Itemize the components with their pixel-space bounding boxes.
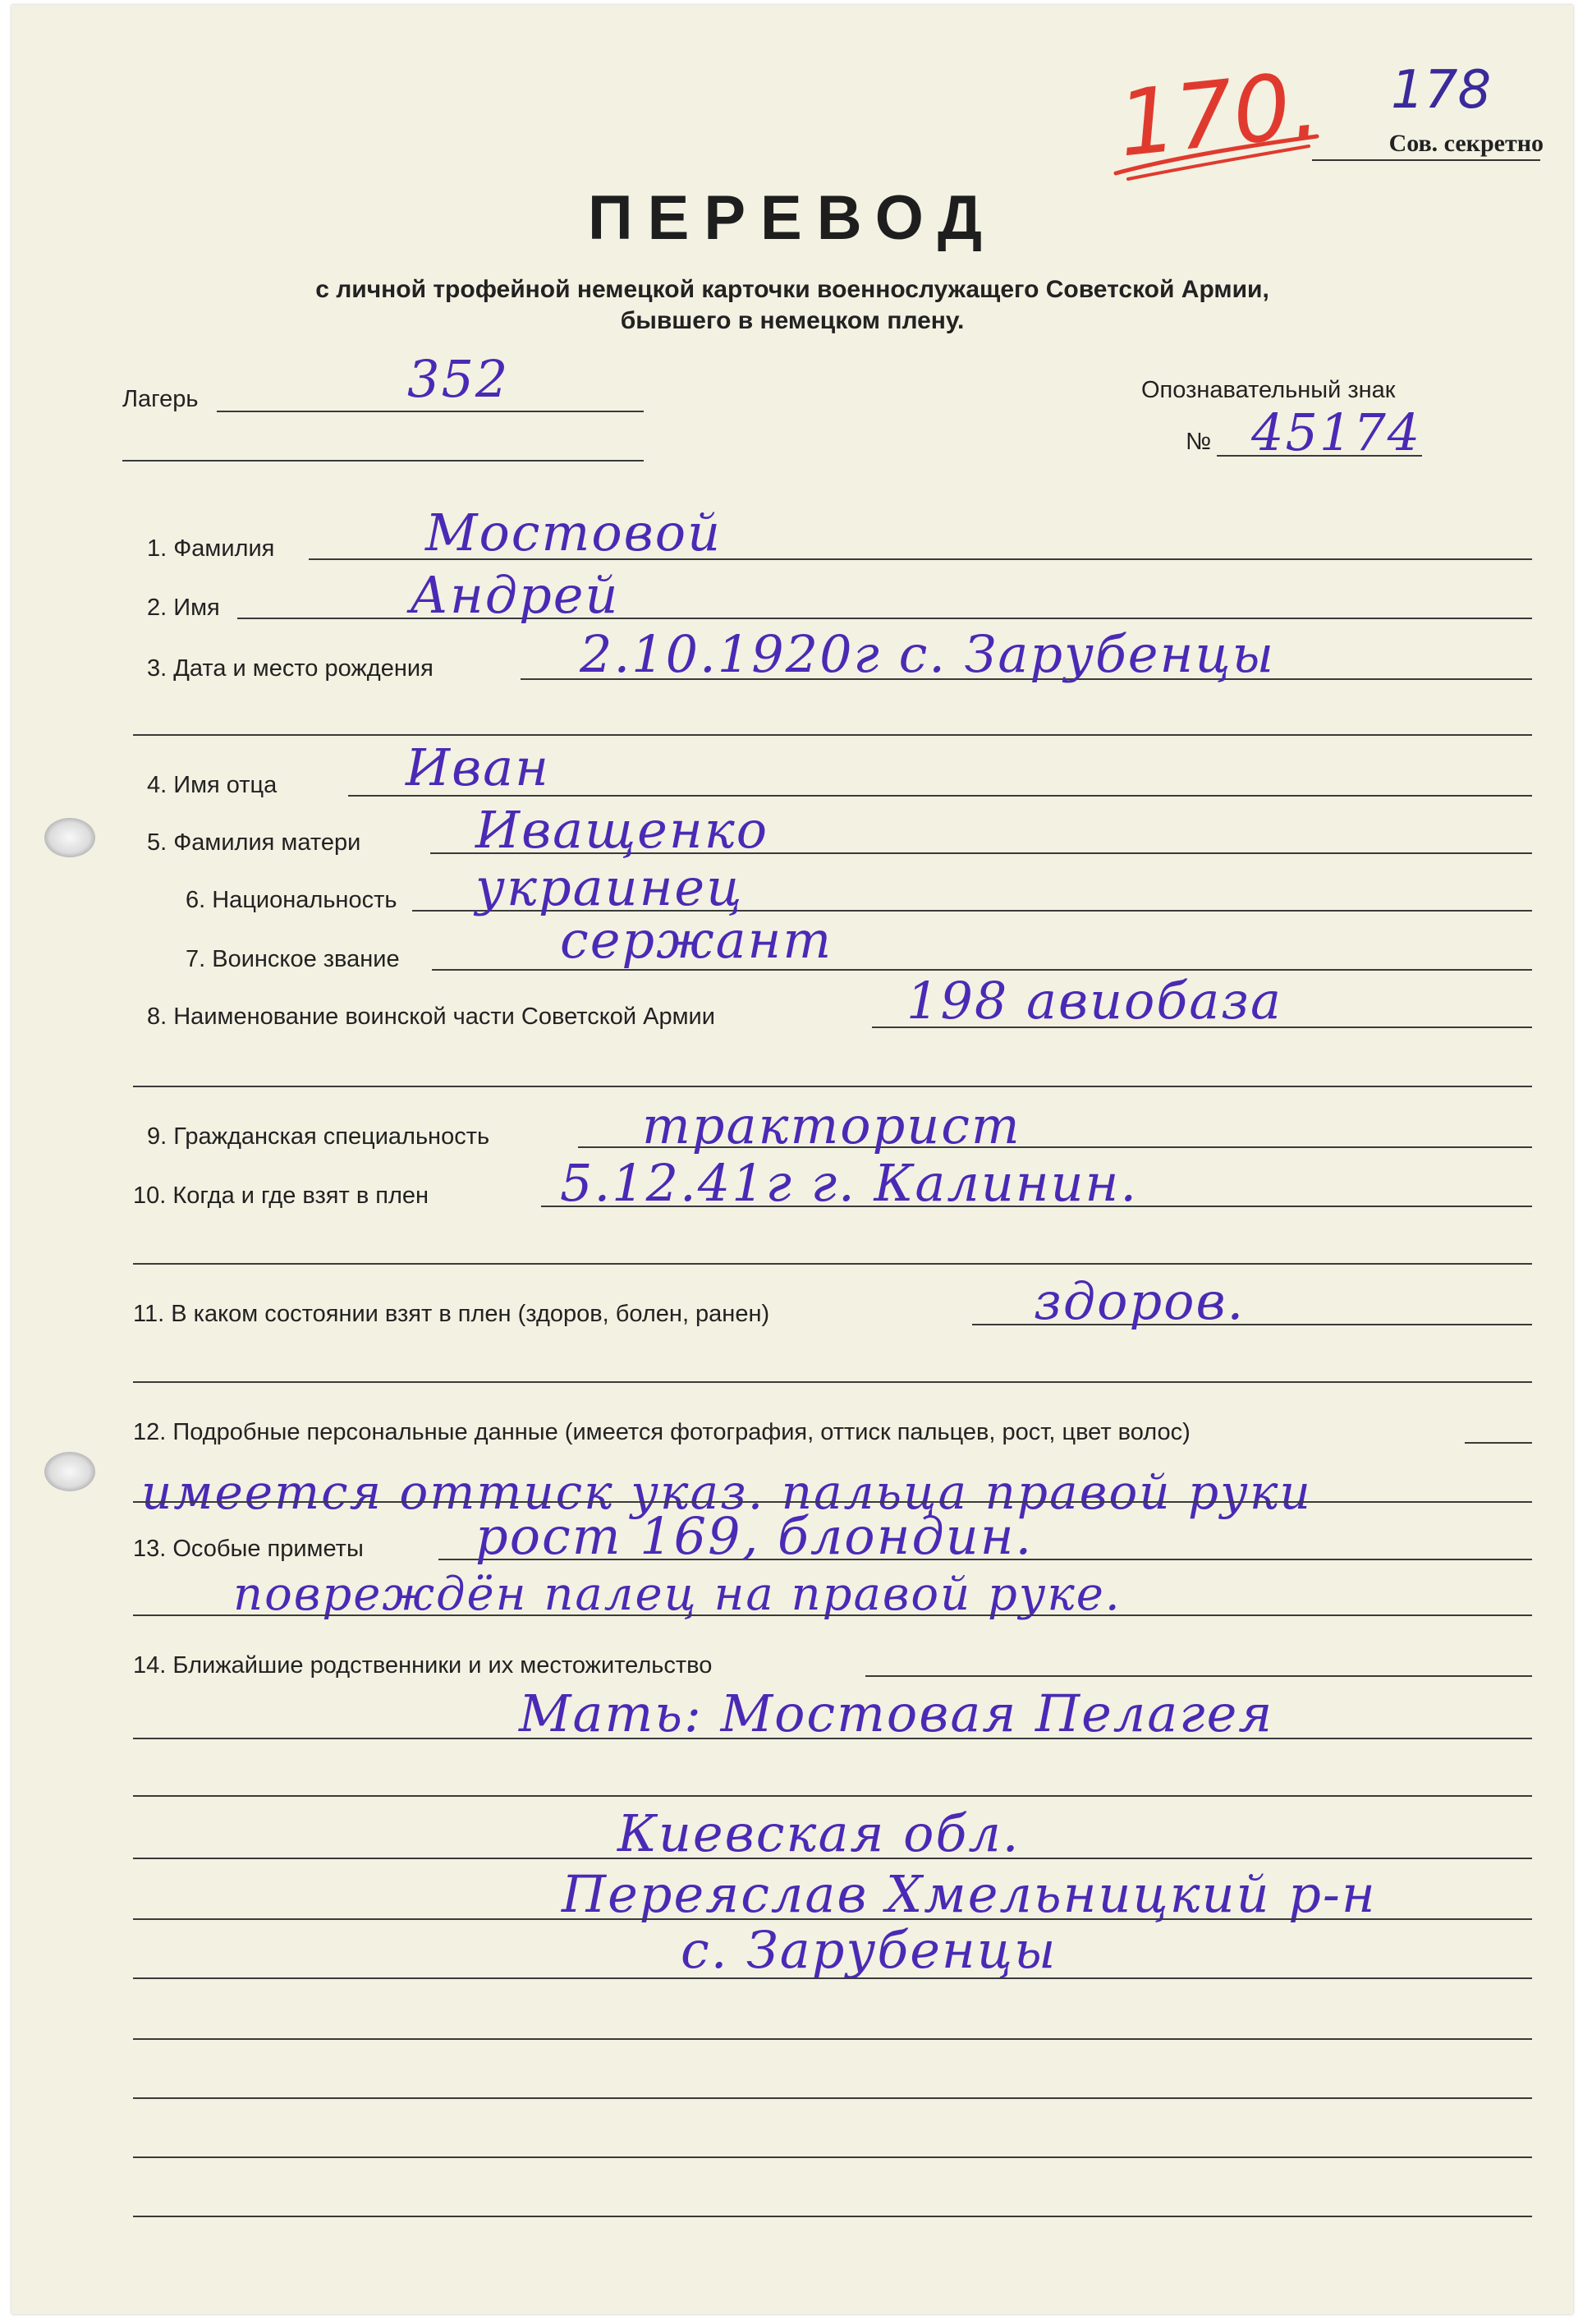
id-sign-no-label: № [1186, 429, 1212, 455]
field-13-value: рост 169, блондин. [475, 1506, 1034, 1566]
field-8-label: 8. Наименование воинской части Советской Армии [147, 1004, 715, 1030]
field-4-label: 4. Имя отца [147, 772, 278, 798]
field-10-value: 5.12.41г г. Калинин. [560, 1153, 1139, 1213]
camp-extra-line [122, 460, 644, 462]
subtitle-line-2: бывшего в немецком плену. [620, 307, 965, 334]
red-pencil-number: 170. [1113, 51, 1324, 177]
secrecy-underline [1312, 159, 1540, 161]
field-14-label: 14. Ближайшие родственники и их местожительство [133, 1652, 713, 1679]
field-11-label: 11. В каком состоянии взят в плен (здоров, болен, ранен) [133, 1301, 770, 1327]
field-2-value: Андрей [410, 565, 620, 625]
field-8-extra-line [133, 1086, 1532, 1087]
field-13-label: 13. Особые приметы [133, 1536, 364, 1562]
field-14-extra-line-8 [133, 2156, 1532, 2158]
field-11-extra-line [133, 1381, 1532, 1383]
field-14-extra-line-9 [133, 2216, 1532, 2217]
field-10-extra-line [133, 1263, 1532, 1265]
field-5-value: Иващенко [475, 800, 769, 860]
field-14-value-line-1: Мать: Мостовая Пелагея [519, 1683, 1274, 1743]
field-14-extra-line-1 [133, 1738, 1532, 1739]
id-sign-label: Опознавательный знак [1141, 377, 1396, 403]
field-12-extra-line [133, 1501, 1532, 1503]
punch-hole-bottom [44, 1452, 95, 1491]
field-13-value-line-2: повреждён палец на правой руке. [233, 1568, 1122, 1621]
document-number: 178 [1391, 60, 1492, 121]
field-11-value: здоров. [1034, 1271, 1246, 1331]
field-7-value: сержант [560, 910, 833, 970]
field-3-value: 2.10.1920г с. Зарубенцы [580, 624, 1276, 684]
field-1-value: Мостовой [425, 503, 722, 563]
field-14-extra-line-5 [133, 1977, 1532, 1979]
field-9-value: тракторист [642, 1095, 1021, 1155]
field-4-value: Иван [406, 737, 550, 797]
field-12-label: 12. Подробные персональные данные (имеется фотография, оттиск пальцев, рост, цвет волос) [133, 1419, 1191, 1445]
field-3-extra-line [133, 734, 1532, 736]
field-14-value-line-4: с. Зарубенцы [681, 1920, 1058, 1980]
id-sign-value: 45174 [1251, 402, 1422, 462]
field-2-label: 2. Имя [147, 595, 220, 621]
field-14-extra-line-6 [133, 2038, 1532, 2040]
field-14-extra-line-2 [133, 1795, 1532, 1797]
field-14-value-line-3: Переяслав Хмельницкий р-н [562, 1864, 1377, 1924]
field-14-line [865, 1675, 1532, 1677]
page-title: ПЕРЕВОД [588, 183, 997, 253]
camp-underline [217, 411, 644, 412]
field-9-label: 9. Гражданская специальность [147, 1123, 490, 1150]
field-3-label: 3. Дата и место рождения [147, 655, 434, 682]
subtitle-line-1: с личной трофейной немецкой карточки военнослужащего Советской Армии, [315, 276, 1269, 303]
camp-value: 352 [407, 349, 510, 409]
field-14-extra-line-7 [133, 2097, 1532, 2099]
field-14-value-line-2: Киевская обл. [617, 1803, 1021, 1863]
field-7-label: 7. Воинское звание [186, 946, 400, 972]
field-12-value: имеется оттиск указ. пальца правой руки [141, 1464, 1312, 1520]
field-6-value: украинец [475, 857, 744, 917]
field-10-label: 10. Когда и где взят в плен [133, 1183, 429, 1209]
field-12-line [1465, 1442, 1532, 1444]
field-14-extra-line-3 [133, 1858, 1532, 1859]
red-pencil-scribble [1112, 128, 1333, 186]
field-8-value: 198 авиобаза [906, 971, 1282, 1031]
field-5-label: 5. Фамилия матери [147, 829, 361, 856]
document-sheet [11, 5, 1573, 2314]
punch-hole-top [44, 818, 95, 857]
secrecy-stamp: Сов. секретно [1388, 130, 1544, 157]
field-13-extra-line [133, 1614, 1532, 1616]
field-6-label: 6. Национальность [186, 887, 397, 913]
camp-label: Лагерь [122, 386, 199, 412]
field-1-label: 1. Фамилия [147, 535, 275, 562]
